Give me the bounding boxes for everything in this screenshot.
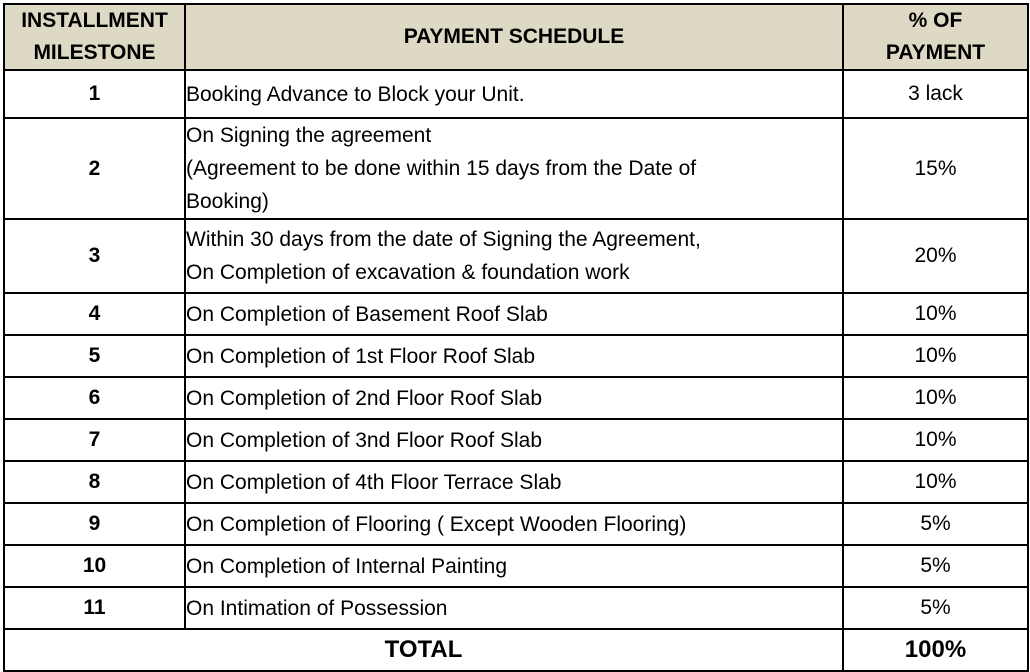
table-row [4,118,1028,219]
table-row [4,587,1028,629]
schedule-cell: On Completion of 3nd Floor Roof Slab [185,419,843,461]
header-percent-line-1: % OF [908,9,963,32]
milestone-cell: 8 [4,461,185,503]
header-percent-line-2: PAYMENT [885,41,986,64]
table-row [4,219,1028,293]
schedule-cell: On Completion of 1st Floor Roof Slab [185,335,843,377]
percent-cell: 15% [843,118,1028,219]
percent-cell: 10% [843,419,1028,461]
header-installment-milestone [4,4,185,70]
schedule-line: Booking Advance to Block your Unit. [186,82,525,106]
milestone-cell: 1 [4,70,185,118]
percent-cell: 10% [843,377,1028,419]
percent-cell: 5% [843,545,1028,587]
milestone-cell: 10 [4,545,185,587]
schedule-line: Within 30 days from the date of Signing the Agreement, [186,228,701,251]
percent-cell: 10% [843,293,1028,335]
schedule-cell: On Completion of 4th Floor Terrace Slab [185,461,843,503]
schedule-cell: On Completion of Internal Painting [185,545,843,587]
table-row [4,293,1028,335]
total-row [4,629,1028,671]
milestone-cell: 4 [4,293,185,335]
schedule-cell [185,70,843,118]
schedule-cell: On Completion of Flooring ( Except Wooden Flooring) [185,503,843,545]
schedule-cell: On Completion of 2nd Floor Roof Slab [185,377,843,419]
table-row [4,503,1028,545]
schedule-cell: On Intimation of Possession [185,587,843,629]
milestone-cell: 3 [4,219,185,293]
schedule-line: On Signing the agreement [186,124,432,147]
header-payment-schedule: PAYMENT SCHEDULE [185,4,843,70]
milestone-cell: 9 [4,503,185,545]
schedule-line: Booking) [186,190,269,213]
milestone-cell: 11 [4,587,185,629]
header-milestone-line-2: MILESTONE [33,41,156,64]
payment-schedule-table [3,3,1029,672]
total-percent: 100% [843,629,1028,671]
percent-cell: 5% [843,503,1028,545]
header-percent-of-payment [843,4,1028,70]
table-row [4,335,1028,377]
milestone-cell: 5 [4,335,185,377]
table-header-row [4,4,1028,70]
schedule-line: On Completion of excavation & foundation work [186,261,630,284]
table-row [4,545,1028,587]
table-row [4,70,1028,118]
schedule-cell [185,219,843,293]
percent-cell: 5% [843,587,1028,629]
table-row [4,377,1028,419]
percent-cell: 10% [843,461,1028,503]
schedule-cell [185,118,843,219]
schedule-line: (Agreement to be done within 15 days from the Date of [186,157,697,180]
percent-cell: 20% [843,219,1028,293]
header-milestone-line-1: INSTALLMENT [21,9,168,32]
table-row [4,419,1028,461]
percent-cell: 3 lack [843,70,1028,118]
milestone-cell: 6 [4,377,185,419]
table-row [4,461,1028,503]
milestone-cell: 2 [4,118,185,219]
milestone-cell: 7 [4,419,185,461]
percent-cell: 10% [843,335,1028,377]
schedule-cell: On Completion of Basement Roof Slab [185,293,843,335]
total-label: TOTAL [4,629,843,671]
